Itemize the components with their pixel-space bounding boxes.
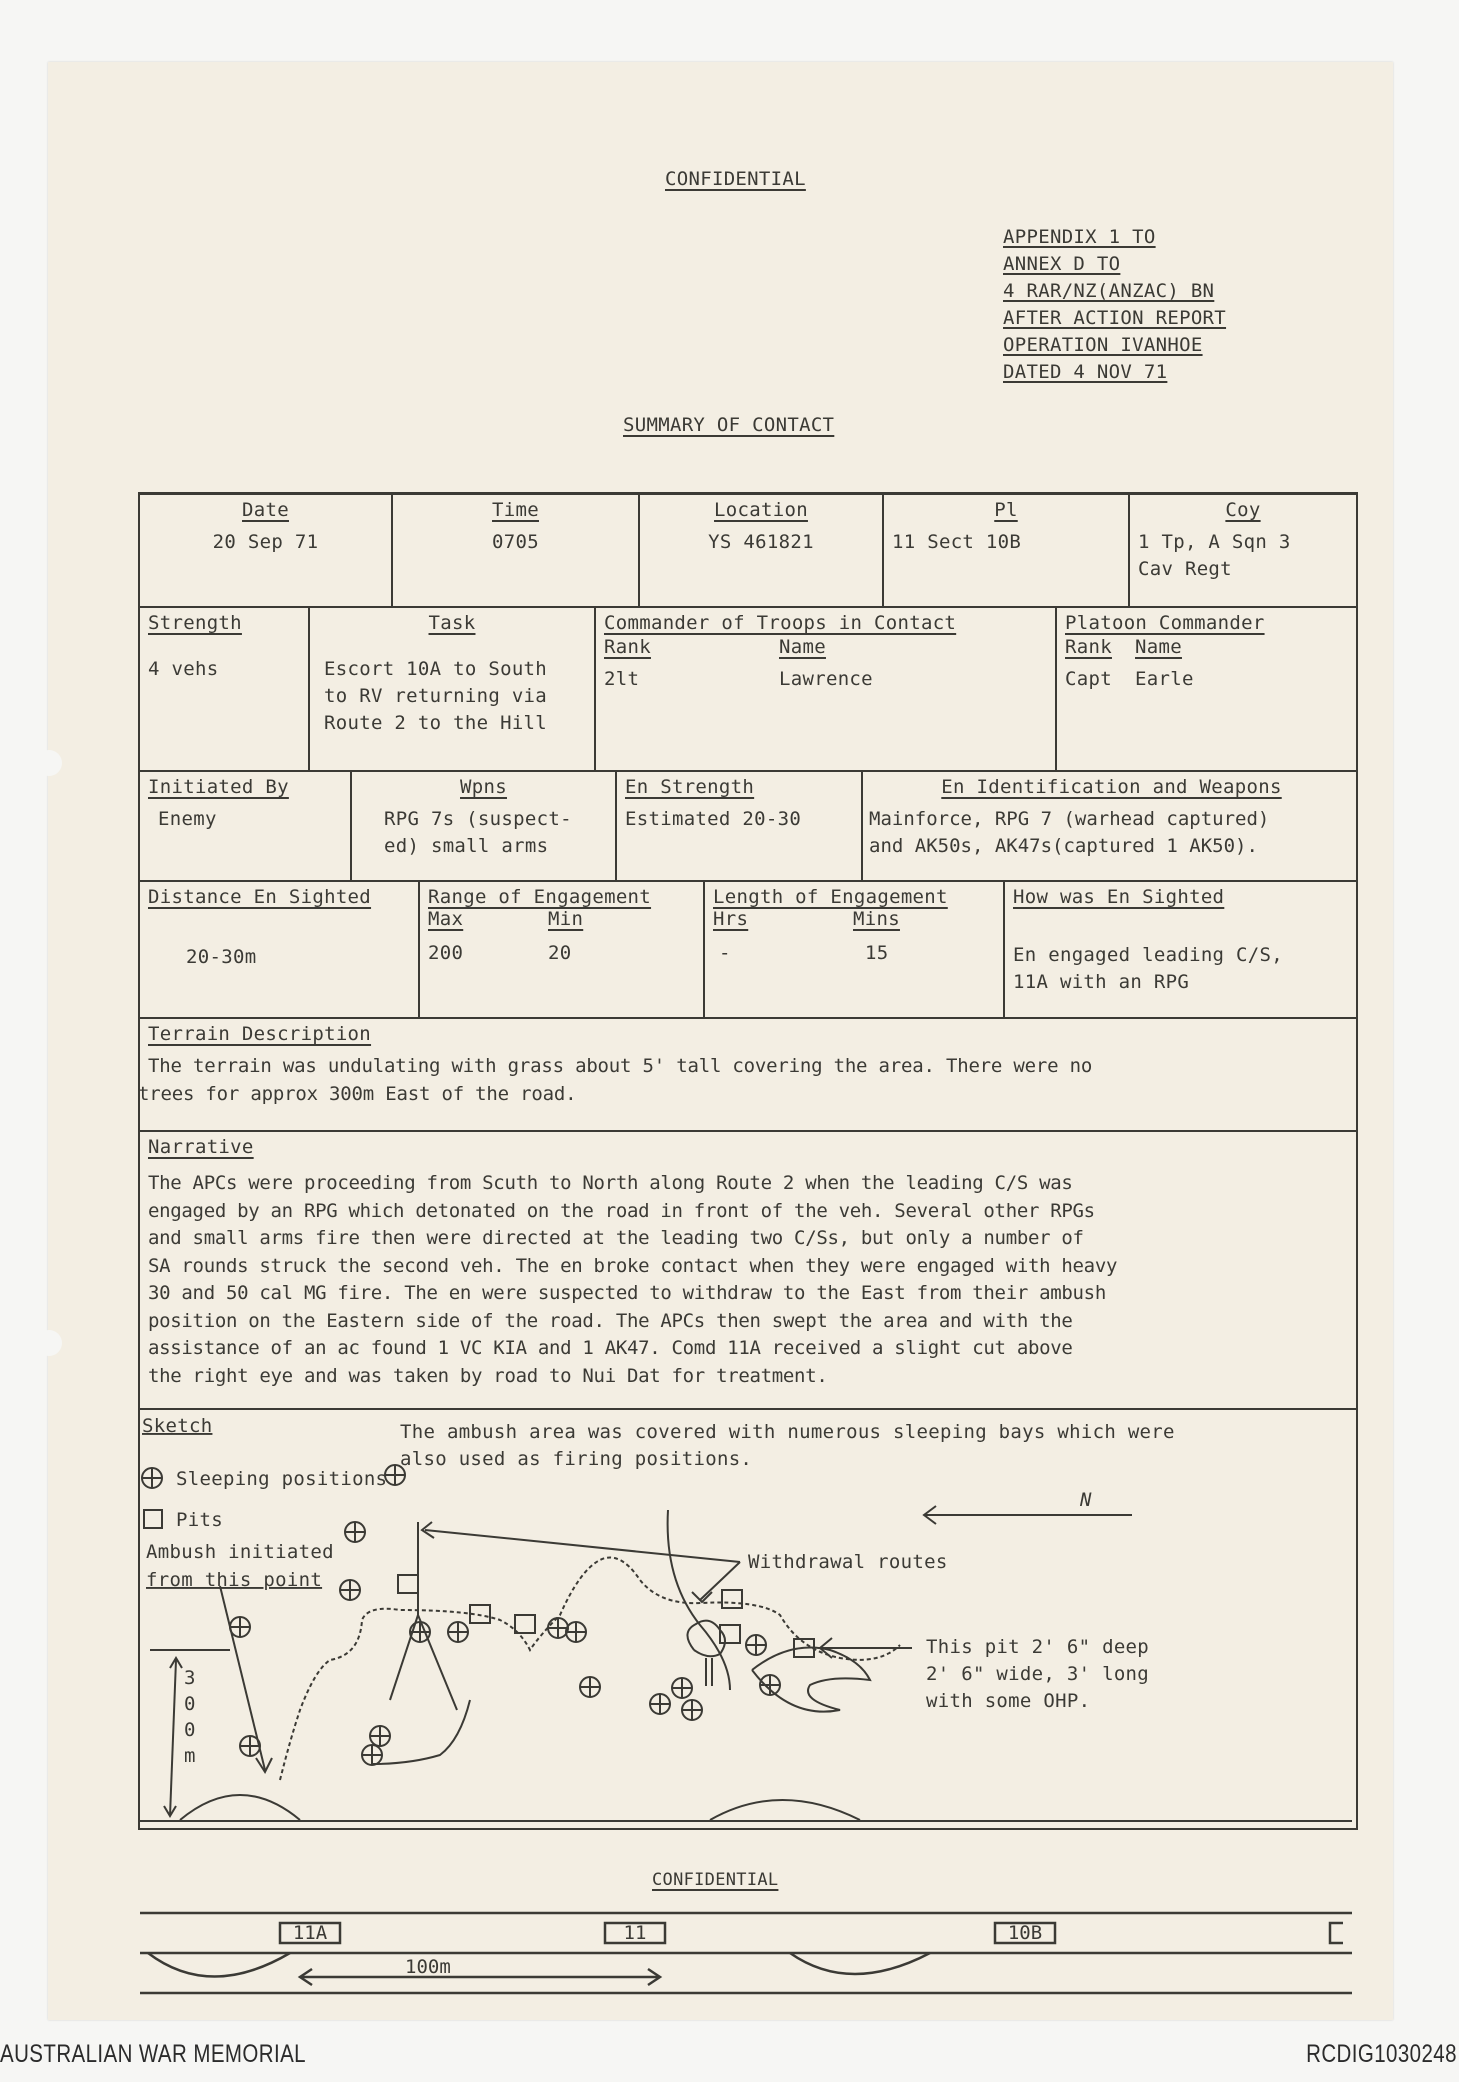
length-cell	[705, 882, 1005, 1017]
initiated-by-cell	[140, 772, 352, 880]
distance-vertical-char: 0	[184, 1693, 196, 1715]
sketch-note-line: also used as firing positions.	[400, 1448, 753, 1470]
distance-vertical-char: m	[184, 1745, 196, 1767]
rank-label: Rank	[1065, 636, 1112, 658]
coy-cell	[1130, 495, 1356, 606]
pl-cell	[884, 495, 1130, 606]
commander-rank-value: 2lt	[604, 668, 640, 690]
appendix-line: OPERATION IVANHOE	[1003, 334, 1203, 356]
pit-note-line: This pit 2' 6" deep	[926, 1636, 1150, 1658]
task-value-line: to RV returning via	[324, 685, 548, 707]
appendix-block	[1003, 224, 1226, 386]
legend-pits-label: Pits	[176, 1509, 223, 1531]
sketch-note-line: The ambush area was covered with numerous sleeping bays which were	[400, 1421, 1175, 1443]
coy-value-line: Cav Regt	[1138, 558, 1232, 580]
hill-mound	[180, 1795, 300, 1820]
commander-troops-label: Commander of Troops in Contact	[604, 612, 957, 634]
initiated-by-label: Initiated By	[148, 776, 289, 798]
wpns-value-line: RPG 7s (suspect-	[384, 808, 572, 830]
row-strength-task	[140, 608, 1356, 772]
narrative-line: 30 and 50 cal MG fire. The en were suspected to withdraw to the East from their ambush	[148, 1282, 1106, 1304]
sleeping-position-icon	[650, 1694, 670, 1714]
sleeping-position-icon	[340, 1580, 360, 1600]
task-value-line: Escort 10A to South	[324, 658, 548, 680]
appendix-line: ANNEX D TO	[1003, 253, 1121, 275]
how-sighted-line: En engaged leading C/S,	[1013, 944, 1283, 966]
platoon-commander-label: Platoon Commander	[1065, 612, 1265, 634]
location-cell	[640, 495, 884, 606]
platoon-rank-value: Capt	[1065, 668, 1112, 690]
narrative-line: SA rounds struck the second veh. The en broke contact when they were engaged with heavy	[148, 1254, 1118, 1277]
strength-cell	[140, 608, 310, 770]
sleeping-position-icon	[370, 1726, 390, 1746]
how-sighted-cell	[1005, 882, 1356, 1017]
hill-mound	[710, 1800, 860, 1820]
how-sighted-label: How was En Sighted	[1013, 886, 1225, 908]
distance-value: 20-30m	[186, 946, 257, 968]
page-title: SUMMARY OF CONTACT	[623, 414, 835, 436]
en-identification-line: and AK50s, AK47s(captured 1 AK50).	[869, 835, 1258, 857]
platoon-name-value: Earle	[1135, 668, 1194, 690]
narrative-line: the right eye and was taken by road to Nui Dat for treatment.	[148, 1364, 828, 1387]
wpns-label: Wpns	[460, 776, 507, 798]
pit-icon	[398, 1575, 418, 1593]
strength-value: 4 vehs	[148, 658, 219, 680]
withdrawal-label: Withdrawal routes	[748, 1551, 948, 1573]
rank-label: Rank	[604, 636, 651, 658]
contact-summary-form	[138, 492, 1358, 1830]
length-mins-value: 15	[865, 942, 889, 964]
footer-source: AUSTRALIAN WAR MEMORIAL	[0, 2040, 306, 2068]
location-label: Location	[714, 499, 808, 521]
sleeping-position-icon	[682, 1700, 702, 1720]
narrative-label: Narrative	[148, 1136, 254, 1158]
sleeping-position-icon	[240, 1736, 260, 1756]
en-identification-cell	[863, 772, 1356, 880]
sleeping-position-icon	[410, 1622, 430, 1642]
task-value-line: Route 2 to the Hill	[324, 712, 548, 734]
sleeping-position-icon	[760, 1675, 780, 1695]
vehicle-icon	[605, 1922, 665, 1944]
appendix-line: 4 RAR/NZ(ANZAC) BN	[1003, 280, 1215, 302]
punch-hole	[36, 1330, 62, 1356]
ambush-note-line: Ambush initiated	[146, 1541, 334, 1563]
task-cell	[310, 608, 596, 770]
distance-100m-arrow	[300, 1969, 660, 1985]
narrative-line: position on the Eastern side of the road. The APCs then swept the area and with the	[148, 1309, 1073, 1332]
name-label: Name	[1135, 636, 1182, 658]
sketch-diagram	[140, 1410, 1352, 1828]
pl-label: Pl	[994, 499, 1018, 521]
narrative-section	[140, 1132, 1356, 1410]
how-sighted-line: 11A with an RPG	[1013, 971, 1190, 993]
vehicle-icon	[1330, 1923, 1343, 1943]
length-label: Length of Engagement	[713, 886, 948, 908]
road-diagram	[140, 1905, 1352, 1995]
distance-vertical-char: 3	[184, 1667, 196, 1689]
distance-vertical-char: 0	[184, 1719, 196, 1741]
classification-top: CONFIDENTIAL	[665, 168, 806, 190]
terrain-line: trees for approx 300m East of the road.	[138, 1082, 577, 1105]
classification-bottom: CONFIDENTIAL	[652, 1870, 779, 1890]
legend-sleeping-label: Sleeping positions	[176, 1468, 388, 1490]
pit-icon	[515, 1615, 535, 1633]
range-cell	[420, 882, 705, 1017]
sleeping-position-icon	[362, 1745, 382, 1765]
platoon-commander-cell	[1057, 608, 1356, 770]
time-cell	[393, 495, 640, 606]
sleeping-position-icon	[142, 1468, 162, 1488]
appendix-line: APPENDIX 1 TO	[1003, 226, 1156, 248]
pit-pointer-line	[820, 1638, 912, 1658]
wpns-value-line: ed) small arms	[384, 835, 549, 857]
narrative-line: The APCs were proceeding from Scuth to North along Route 2 when the leading C/S was	[148, 1172, 1073, 1194]
north-arrow-icon	[924, 1506, 1132, 1524]
terrain-section	[140, 1019, 1356, 1132]
name-label: Name	[779, 636, 826, 658]
commander-name-value: Lawrence	[779, 668, 873, 690]
strength-label: Strength	[148, 612, 242, 634]
sleeping-position-icon	[580, 1677, 600, 1697]
mins-label: Mins	[853, 908, 900, 930]
narrative-line: and small arms fire then were directed at the leading two C/Ss, but only a number of	[148, 1227, 1084, 1249]
sleeping-position-icon	[566, 1622, 586, 1642]
vehicle-label: 11	[623, 1922, 647, 1944]
sketch-label: Sketch	[142, 1415, 213, 1437]
range-label: Range of Engagement	[428, 886, 652, 908]
row-date-time	[140, 495, 1356, 608]
sleeping-position-icon	[548, 1618, 568, 1638]
narrative-cell	[140, 1132, 1356, 1394]
sleeping-position-icon	[448, 1622, 468, 1642]
time-value: 0705	[492, 531, 539, 553]
max-label: Max	[428, 908, 464, 930]
ambush-note-line: from this point	[146, 1569, 323, 1591]
en-strength-value: Estimated 20-30	[625, 808, 802, 830]
location-value: YS 461821	[708, 531, 814, 553]
pit-note-line: with some OHP.	[926, 1690, 1091, 1712]
vehicle-label: 10B	[1007, 1922, 1043, 1944]
footer-id: RCDIG1030248	[1306, 2040, 1457, 2068]
sleeping-position-icon	[230, 1617, 250, 1637]
range-min-value: 20	[548, 942, 572, 964]
terrain-cell	[140, 1019, 1356, 1112]
north-label: N	[1080, 1489, 1092, 1511]
row-initiated	[140, 772, 1356, 882]
sleeping-position-icon	[672, 1678, 692, 1698]
task-label: Task	[428, 612, 476, 634]
en-identification-label: En Identification and Weapons	[941, 776, 1282, 798]
terrain-line: The terrain was undulating with grass about 5' tall covering the area. There were no	[148, 1055, 1093, 1077]
date-value: 20 Sep 71	[212, 531, 319, 553]
hrs-label: Hrs	[713, 908, 749, 930]
min-label: Min	[548, 908, 584, 930]
vehicle-label: 11A	[292, 1922, 328, 1944]
pl-value: 11 Sect 10B	[892, 531, 1022, 553]
vehicle-icon	[280, 1922, 340, 1944]
length-hrs-value: -	[719, 942, 731, 964]
date-cell	[140, 495, 393, 606]
en-identification-line: Mainforce, RPG 7 (warhead captured)	[869, 808, 1270, 830]
time-label: Time	[492, 499, 539, 521]
sleeping-position-icon	[345, 1522, 365, 1542]
narrative-line: assistance of an ac found 1 VC KIA and 1 AK47. Comd 11A received a slight cut above	[148, 1337, 1073, 1359]
terrain-label: Terrain Description	[148, 1023, 372, 1045]
commander-troops-cell	[596, 608, 1057, 770]
distance-horizontal-label: 100m	[405, 1956, 451, 1978]
appendix-line: AFTER ACTION REPORT	[1003, 307, 1227, 329]
en-strength-cell	[617, 772, 863, 880]
date-label: Date	[242, 499, 289, 521]
pit-icon	[144, 1510, 162, 1528]
road-strip	[140, 1905, 1352, 1995]
tree-icon	[687, 1621, 725, 1686]
coy-label: Coy	[1225, 499, 1261, 521]
initiated-by-value: Enemy	[158, 808, 217, 830]
wpns-cell	[352, 772, 617, 880]
row-distance	[140, 882, 1356, 1019]
pit-note-line: 2' 6" wide, 3' long	[926, 1663, 1150, 1685]
narrative-line: engaged by an RPG which detonated on the road in front of the veh. Several other RPGs	[148, 1199, 1095, 1222]
punch-hole	[36, 750, 62, 776]
pit-icon	[722, 1590, 742, 1608]
distance-cell	[140, 882, 420, 1017]
en-strength-label: En Strength	[625, 776, 755, 798]
range-max-value: 200	[428, 942, 464, 964]
distance-label: Distance En Sighted	[148, 886, 372, 908]
sketch-section	[140, 1410, 1356, 1828]
vehicle-icon	[995, 1922, 1055, 1944]
enclosure	[372, 1700, 470, 1764]
appendix-line: DATED 4 NOV 71	[1003, 361, 1168, 383]
sleeping-position-icon	[746, 1635, 766, 1655]
coy-value-line: 1 Tp, A Sqn 3	[1138, 531, 1291, 553]
